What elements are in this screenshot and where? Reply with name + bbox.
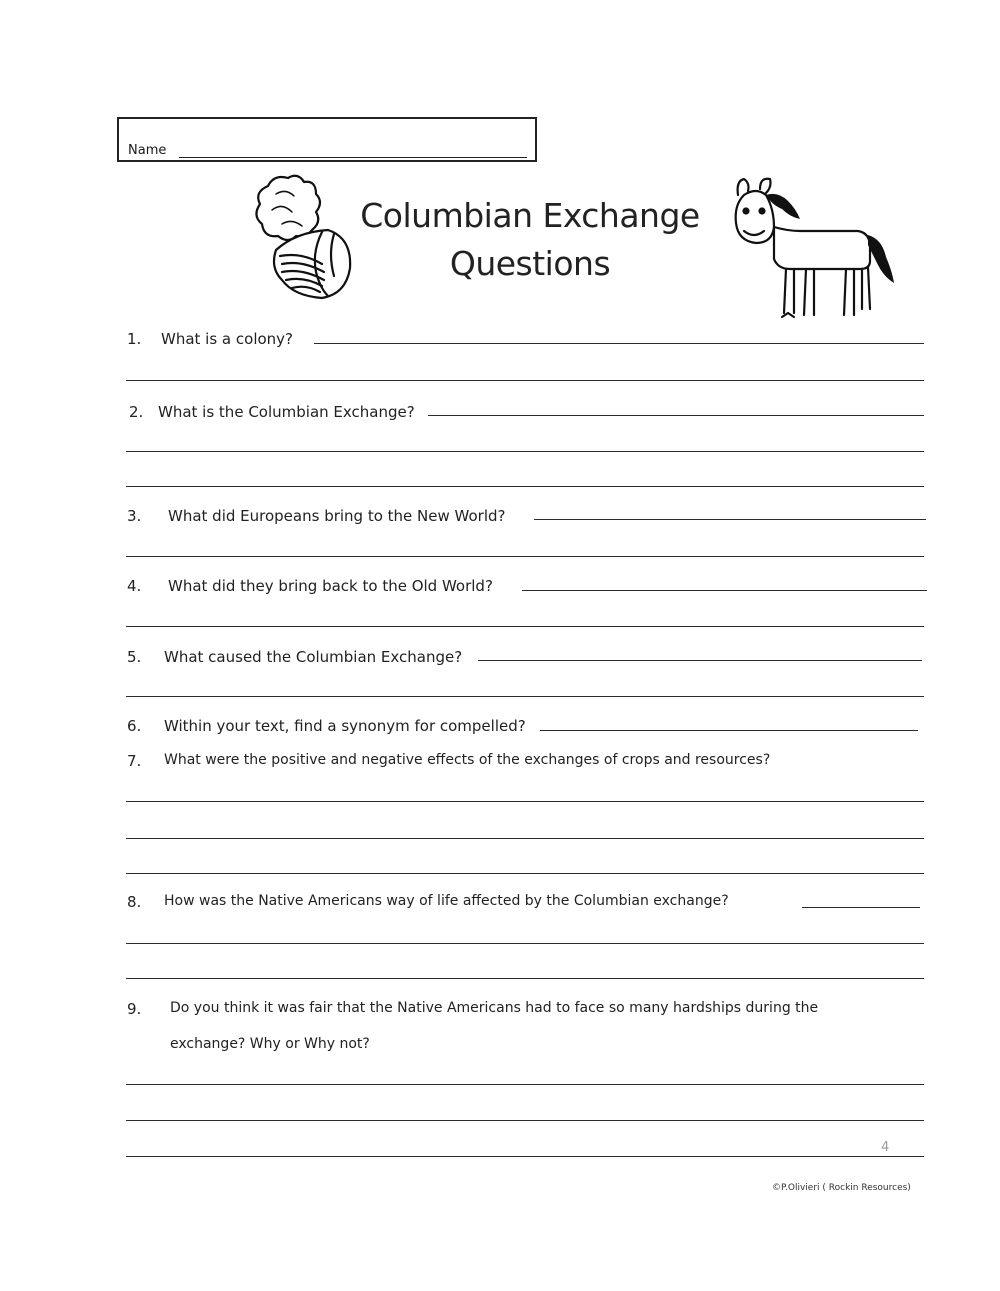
answer-line[interactable] — [802, 907, 920, 908]
answer-line[interactable] — [126, 1156, 924, 1157]
question-number: 9. — [127, 1000, 142, 1018]
answer-line[interactable] — [126, 873, 924, 874]
answer-line[interactable] — [478, 660, 922, 661]
answer-line[interactable] — [126, 1120, 924, 1121]
question-number: 2. — [129, 403, 144, 421]
name-answer-line[interactable] — [179, 157, 527, 158]
answer-line[interactable] — [314, 343, 924, 344]
answer-line[interactable] — [126, 1084, 924, 1085]
answer-line[interactable] — [428, 415, 924, 416]
answer-line[interactable] — [522, 590, 927, 591]
answer-line[interactable] — [540, 730, 918, 731]
page-number: 4 — [881, 1140, 890, 1155]
answer-line[interactable] — [126, 978, 924, 979]
question-text: What caused the Columbian Exchange? — [164, 648, 463, 666]
horse-icon — [730, 175, 900, 325]
answer-line[interactable] — [126, 556, 924, 557]
answer-line[interactable] — [126, 451, 924, 452]
answer-line[interactable] — [126, 486, 924, 487]
question-number: 3. — [127, 507, 142, 525]
name-label: Name — [128, 143, 167, 158]
question-text: What is the Columbian Exchange? — [158, 403, 415, 421]
answer-line[interactable] — [126, 801, 924, 802]
question-text-continued: exchange? Why or Why not? — [170, 1036, 370, 1052]
question-text: Within your text, find a synonym for compelled? — [164, 717, 526, 735]
name-box — [117, 117, 537, 162]
question-text: What did they bring back to the Old World? — [168, 577, 493, 595]
question-text: What were the positive and negative effects of the exchanges of crops and resources? — [164, 752, 771, 768]
question-text: What is a colony? — [161, 330, 294, 348]
question-number: 1. — [127, 330, 142, 348]
page-title-line-2: Questions — [449, 244, 611, 283]
question-text: How was the Native Americans way of life affected by the Columbian exchange? — [164, 893, 729, 909]
answer-line[interactable] — [126, 696, 924, 697]
question-number: 7. — [127, 752, 142, 770]
copyright-credit: ©P.Olivieri ( Rockin Resources) — [772, 1183, 911, 1193]
answer-line[interactable] — [534, 519, 926, 520]
answer-line[interactable] — [126, 626, 924, 627]
question-number: 8. — [127, 893, 142, 911]
question-number: 4. — [127, 577, 142, 595]
page-title — [340, 192, 720, 288]
answer-line[interactable] — [126, 380, 924, 381]
answer-line[interactable] — [126, 838, 924, 839]
question-text: What did Europeans bring to the New World? — [168, 507, 506, 525]
page-title-line-1: Columbian Exchange — [360, 196, 700, 235]
question-number: 5. — [127, 648, 142, 666]
question-text: Do you think it was fair that the Native Americans had to face so many hardships during the — [170, 1000, 819, 1016]
question-number: 6. — [127, 717, 142, 735]
answer-line[interactable] — [126, 943, 924, 944]
